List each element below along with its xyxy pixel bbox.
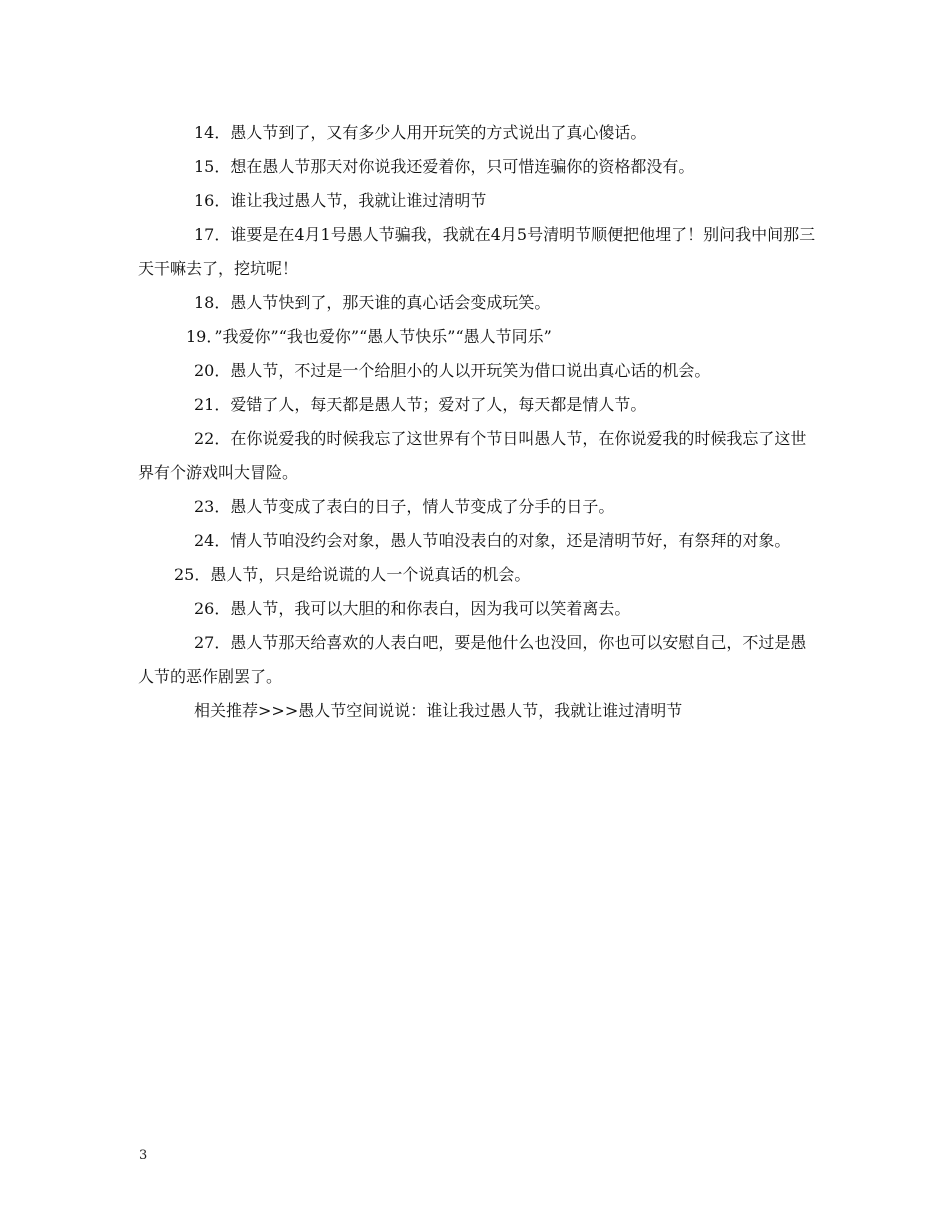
list-item: 20．愚人节，不过是一个给胆小的人以开玩笑为借口说出真心话的机会。: [194, 361, 711, 380]
list-item: 19．”我爱你”“我也爱你”“愚人节快乐”“愚人节同乐”: [186, 327, 552, 346]
list-item: 17．谁要是在4月1号愚人节骗我，我就在4月5号清明节顺便把他埋了！别问我中间那三天干嘛去了，挖坑呢！: [138, 225, 816, 278]
list-item: 14．愚人节到了，又有多少人用开玩笑的方式说出了真心傻话。: [194, 123, 647, 142]
list-item: 16．谁让我过愚人节，我就让谁过清明节: [194, 191, 487, 210]
document-body: [138, 116, 818, 728]
list-item: 27．愚人节那天给喜欢的人表白吧，要是他什么也没回，你也可以安慰自己，不过是愚人节的恶作剧罢了。: [138, 633, 807, 686]
list-item: 25．愚人节，只是给说谎的人一个说真话的机会。: [174, 565, 531, 584]
list-item: 22．在你说爱我的时候我忘了这世界有个节日叫愚人节，在你说爱我的时候我忘了这世界有个游戏叫大冒险。: [138, 429, 807, 482]
list-item: 23．愚人节变成了表白的日子，情人节变成了分手的日子。: [194, 497, 615, 516]
list-item: 18．愚人节快到了，那天谁的真心话会变成玩笑。: [194, 293, 551, 312]
related-recommendation: 相关推荐>>>愚人节空间说说：谁让我过愚人节，我就让谁过清明节: [194, 701, 683, 720]
page-number: 3: [139, 1148, 148, 1163]
list-item: 21．爱错了人，每天都是愚人节；爱对了人，每天都是情人节。: [194, 395, 647, 414]
list-item: 15．想在愚人节那天对你说我还爱着你，只可惜连骗你的资格都没有。: [194, 157, 695, 176]
list-item: 26．愚人节，我可以大胆的和你表白，因为我可以笑着离去。: [194, 599, 631, 618]
list-item: 24．情人节咱没约会对象，愚人节咱没表白的对象，还是清明节好，有祭拜的对象。: [194, 531, 791, 550]
